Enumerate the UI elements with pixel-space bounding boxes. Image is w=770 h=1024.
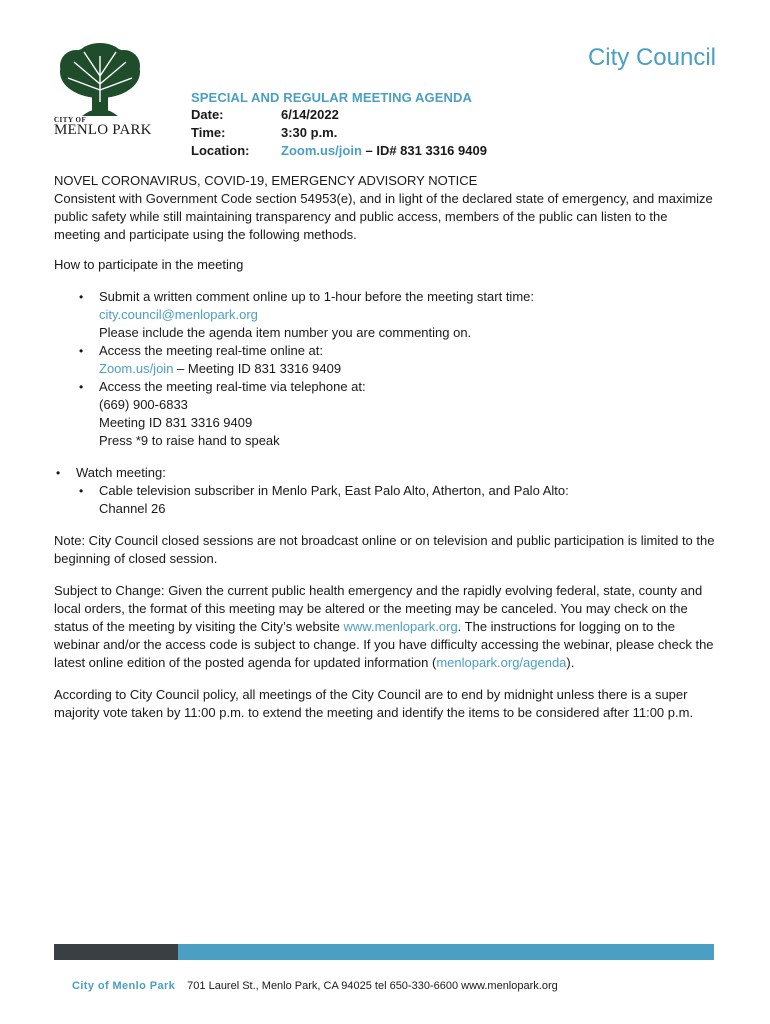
date-row xyxy=(191,106,487,124)
phone-text: • Access the meeting real-time via telephone at: xyxy=(99,379,366,394)
closed-session-note: Note: City Council closed sessions are not broadcast online or on television and public participation is limited to the beginning of closed session. xyxy=(54,533,715,566)
time-label: Time: xyxy=(191,125,226,140)
list-item xyxy=(54,342,716,378)
advisory-heading: NOVEL CORONAVIRUS, COVID-19, EMERGENCY ADVISORY NOTICE xyxy=(54,173,478,188)
advisory-body: Consistent with Government Code section 54953(e), and in light of the declared state of emergency, and maximize public safety while still maintaining transparency and public access, members of the public can listen to the meeting and participate using the following methods. xyxy=(54,191,713,242)
phone-meeting-id: Meeting ID 831 3316 9409 xyxy=(99,415,253,430)
logo-city-of: CITY OF xyxy=(54,116,87,124)
tree-icon xyxy=(54,42,146,116)
participate-list xyxy=(54,288,716,450)
footer xyxy=(72,980,558,992)
date-label: Date: xyxy=(191,107,224,122)
time-value: 3:30 p.m. xyxy=(281,125,338,140)
date-value: 6/14/2022 xyxy=(281,107,339,122)
list-item xyxy=(54,378,716,450)
subject-text-3: ). xyxy=(566,655,575,670)
watch-sublist xyxy=(54,482,716,518)
email-link[interactable]: city.council@menlopark.org xyxy=(99,307,258,322)
footer-address: 701 Laurel St., Menlo Park, CA 94025 tel 650-330-6600 www.menlopark.org xyxy=(187,980,558,992)
page-title: City Council xyxy=(587,44,716,71)
time-row xyxy=(191,124,487,142)
list-item xyxy=(54,464,716,518)
logo-name: MENLO PARK xyxy=(54,122,152,138)
meeting-details xyxy=(191,106,487,160)
cable-text: • Cable television subscriber in Menlo Park, East Palo Alto, Atherton, and Palo Alto: xyxy=(99,483,569,498)
footer-org: City of Menlo Park xyxy=(72,980,176,992)
website-link[interactable]: www.menlopark.org xyxy=(343,619,458,634)
location-link[interactable]: Zoom.us/join xyxy=(281,143,362,158)
participate-heading: How to participate in the meeting xyxy=(54,257,244,272)
phone-note: Press *9 to raise hand to speak xyxy=(99,433,280,448)
list-item xyxy=(54,482,716,518)
comment-note: Please include the agenda item number you are commenting on. xyxy=(99,325,472,340)
subject-text-2: . The instructions for logging on to the webinar and/or the access code is subject to change. If you have difficulty accessing the webinar, please check the latest online edition of the posted agenda for updated information ( xyxy=(54,619,714,670)
subject-text-1: Subject to Change: Given the current public health emergency and the rapidly evolving federal, state, county and local orders, the format of this meeting may be altered or the meeting may be canceled. You may check on the status of the meeting by visiting the City’s website xyxy=(54,583,703,634)
city-logo xyxy=(54,42,152,140)
location-id: – ID# 831 3316 9409 xyxy=(361,143,487,158)
watch-list xyxy=(54,464,716,518)
online-text: • Access the meeting real-time online at: xyxy=(99,343,323,358)
comment-text: • Submit a written comment online up to 1-hour before the meeting start time: xyxy=(99,289,534,304)
location-row xyxy=(191,142,487,160)
agenda-title: SPECIAL AND REGULAR MEETING AGENDA xyxy=(191,90,472,105)
footer-bar-dark xyxy=(54,944,178,960)
channel-text: Channel 26 xyxy=(99,501,166,516)
meeting-id: – Meeting ID 831 3316 9409 xyxy=(173,361,342,376)
location-label: Location: xyxy=(191,143,250,158)
document-body xyxy=(54,172,716,722)
council-policy: According to City Council policy, all meetings of the City Council are to end by midnight unless there is a super majority vote taken by 11:00 p.m. to extend the meeting and identify the items to be considered after 11:00 p.m. xyxy=(54,687,694,720)
subject-to-change xyxy=(54,582,716,672)
zoom-link[interactable]: Zoom.us/join xyxy=(99,361,174,376)
watch-heading: • Watch meeting: xyxy=(76,465,166,480)
agenda-link[interactable]: menlopark.org/agenda xyxy=(436,655,567,670)
list-item xyxy=(54,288,716,342)
footer-bar-accent xyxy=(178,944,714,960)
phone-number: (669) 900-6833 xyxy=(99,397,188,412)
